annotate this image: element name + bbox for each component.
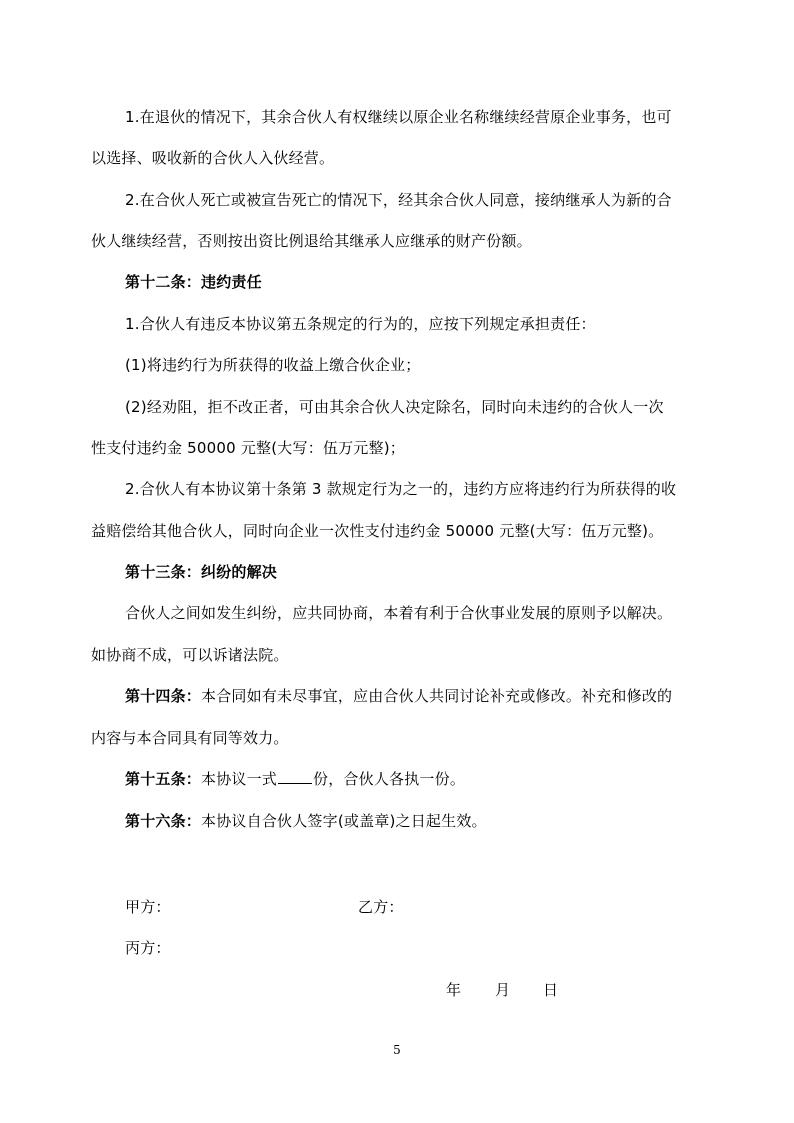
article-16-text: 本协议自合伙人签字(或盖章)之日起生效。 [201,812,487,830]
paragraph-line: 2.在合伙人死亡或被宣告死亡的情况下，经其余合伙人同意，接纳继承人为新的合 [125,191,672,209]
paragraph-line: 以选择、吸收新的合伙人入伙经营。 [91,149,335,167]
party-b-label: 乙方： [358,898,404,916]
date-day-label: 日 [543,981,559,999]
article-15-text-before: 本协议一式 [201,770,278,788]
date-month-label: 月 [495,981,511,999]
article-15-line [125,769,794,789]
article-16-heading: 第十六条： [125,812,202,830]
date-year-label: 年 [446,981,462,999]
paragraph-line: 内容与本合同具有同等效力。 [91,729,289,747]
article-14-line [125,686,794,706]
section-heading-article-12: 第十二条：违约责任 [125,273,262,291]
paragraph-line: 益赔偿给其他合伙人，同时向企业一次性支付违约金 50000 元整(大写：伍万元整)。 [91,522,664,540]
paragraph-line: (1)将违约行为所获得的收益上缴合伙企业； [125,356,421,374]
page-number: 5 [393,1043,401,1057]
paragraph-line: 如协商不成，可以诉诸法院。 [91,646,289,664]
article-14-text: 本合同如有未尽事宜，应由合伙人共同讨论补充或修改。补充和修改的 [201,687,673,705]
paragraph-line: 伙人继续经营，否则按出资比例退给其继承人应继承的财产份额。 [91,232,532,250]
paragraph-line: (2)经劝阻，拒不改正者，可由其余合伙人决定除名，同时向未违约的合伙人一次 [125,398,664,416]
article-16-line [125,811,794,831]
copies-blank-field [278,769,312,784]
paragraph-line: 1.在退伙的情况下，其余合伙人有权继续以原企业名称继续经营原企业事务，也可 [125,108,672,126]
section-heading-article-13: 第十三条：纠纷的解决 [125,563,278,581]
paragraph-line: 性支付违约金 50000 元整(大写：伍万元整)； [91,439,405,457]
article-15-heading: 第十五条： [125,770,202,788]
article-14-heading: 第十四条： [125,687,202,705]
paragraph-line: 合伙人之间如发生纠纷，应共同协商，本着有利于合伙事业发展的原则予以解决。 [125,604,673,622]
paragraph-line: 1.合伙人有违反本协议第五条规定的行为的，应按下列规定承担责任： [125,315,596,333]
article-15-text-after: 份，合伙人各执一份。 [313,770,466,788]
party-a-label: 甲方： [125,898,171,916]
party-c-label: 丙方： [125,939,171,957]
paragraph-line: 2.合伙人有本协议第十条第 3 款规定行为之一的，违约方应将违约行为所获得的收 [125,480,677,498]
